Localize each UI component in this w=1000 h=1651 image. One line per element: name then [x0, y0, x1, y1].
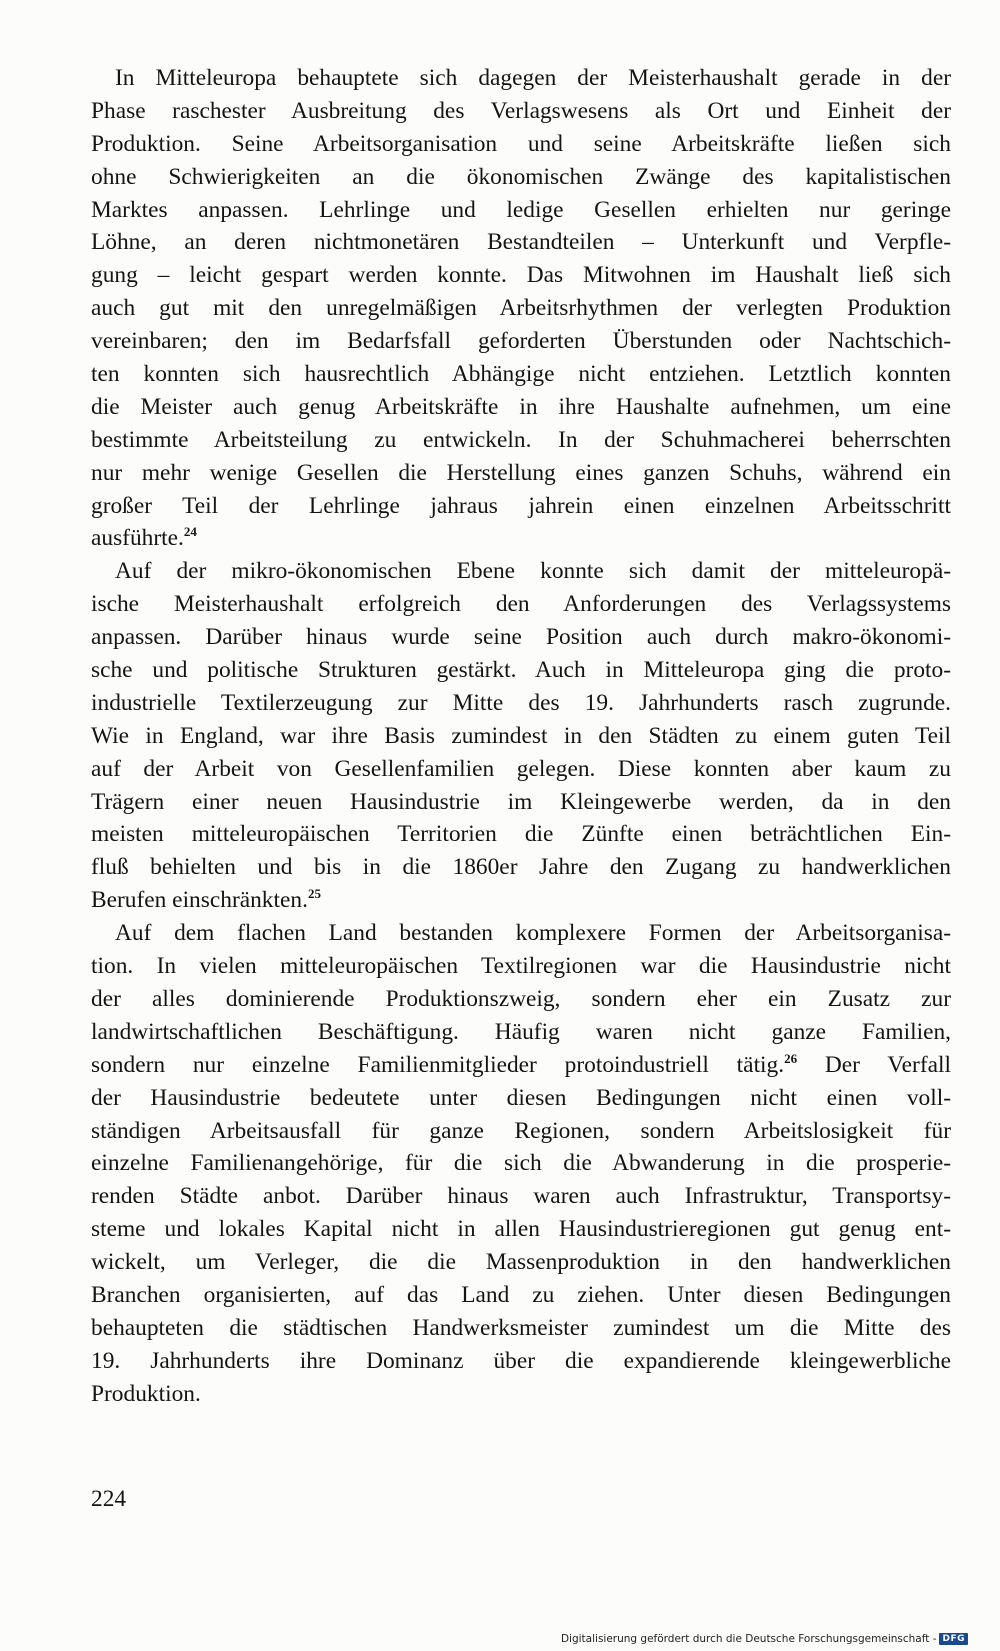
text-fragment: sondern nur einzelne Familienmitglieder protoindustriell tätig.	[91, 1051, 785, 1078]
text-line: Phase raschester Ausbreitung des Verlagswesens als Ort und Einheit der	[91, 97, 951, 124]
text-line: vereinbaren; den im Bedarfsfall geforderten Überstunden oder Nachtschich-	[91, 328, 951, 355]
text-line: gung – leicht gespart werden konnte. Das Mitwohnen im Haushalt ließ sich	[91, 262, 951, 289]
text-line: Marktes anpassen. Lehrlinge und ledige Gesellen erhielten nur geringe	[91, 196, 951, 223]
text-line: tion. In vielen mitteleuropäischen Textilregionen war die Hausindustrie nicht	[91, 953, 951, 980]
page-number: 224	[91, 1486, 127, 1512]
text-line: Produktion. Seine Arbeitsorganisation und seine Arbeitskräfte ließen sich	[91, 130, 951, 157]
text-line: bestimmte Arbeitsteilung zu entwickeln. In der Schuhmacherei beherrschten	[91, 426, 951, 453]
paragraph	[91, 62, 951, 555]
text-line	[91, 884, 951, 917]
digitization-credit	[561, 1631, 968, 1647]
text-line: Auf der mikro-ökonomischen Ebene konnte sich damit der mitteleuropä-	[115, 558, 951, 585]
text-line: der Hausindustrie bedeutete unter diesen Bedingungen nicht einen voll-	[91, 1084, 951, 1111]
footnote-marker: 26	[784, 1050, 798, 1066]
text-line	[91, 1049, 951, 1082]
text-fragment: ausführte.	[91, 525, 184, 552]
paragraph	[91, 917, 951, 1410]
text-line: Produktion.	[91, 1380, 201, 1407]
text-line: steme und lokales Kapital nicht in allen Hausindustrieregionen gut genug ent-	[91, 1216, 951, 1243]
text-line: die Meister auch genug Arbeitskräfte in ihre Haushalte aufnehmen, um eine	[91, 393, 951, 420]
text-line: Wie in England, war ihre Basis zumindest in den Städten zu einem guten Teil	[91, 722, 951, 749]
text-fragment: Der Verfall	[797, 1051, 951, 1078]
text-line: großer Teil der Lehrlinge jahraus jahrein einen einzelnen Arbeitsschritt	[91, 492, 951, 519]
text-line: 19. Jahrhunderts ihre Dominanz über die expandierende kleingewerbliche	[91, 1347, 951, 1374]
text-line: behaupteten die städtischen Handwerksmeister zumindest um die Mitte des	[91, 1314, 951, 1341]
dfg-logo: DFG	[939, 1633, 968, 1645]
text-line: ständigen Arbeitsausfall für ganze Regionen, sondern Arbeitslosigkeit für	[91, 1117, 951, 1144]
footnote-marker: 24	[183, 524, 197, 540]
text-line: auf der Arbeit von Gesellenfamilien gelegen. Diese konnten aber kaum zu	[91, 755, 951, 782]
text-line: nur mehr wenige Gesellen die Herstellung eines ganzen Schuhs, während ein	[91, 459, 951, 486]
text-line: Auf dem flachen Land bestanden komplexere Formen der Arbeitsorganisa-	[115, 920, 951, 947]
text-fragment: Berufen einschränkten.	[91, 887, 308, 914]
text-line	[91, 522, 951, 555]
text-line: renden Städte anbot. Darüber hinaus waren auch Infrastruktur, Transportsy-	[91, 1183, 951, 1210]
text-line: ohne Schwierigkeiten an die ökonomischen Zwänge des kapitalistischen	[91, 163, 951, 190]
text-line: der alles dominierende Produktionszweig, sondern eher ein Zusatz zur	[91, 985, 951, 1012]
text-line: auch gut mit den unregelmäßigen Arbeitsrhythmen der verlegten Produktion	[91, 295, 951, 322]
text-line: fluß behielten und bis in die 1860er Jahre den Zugang zu handwerklichen	[91, 854, 951, 881]
text-line: sche und politische Strukturen gestärkt. Auch in Mitteleuropa ging die proto-	[91, 657, 951, 684]
text-line: landwirtschaftlichen Beschäftigung. Häufig waren nicht ganze Familien,	[91, 1018, 951, 1045]
text-line: Trägern einer neuen Hausindustrie im Kleingewerbe werden, da in den	[91, 788, 951, 815]
body-text	[91, 62, 951, 1411]
text-line: meisten mitteleuropäischen Territorien die Zünfte einen beträchtlichen Ein-	[91, 821, 951, 848]
text-line: einzelne Familienangehörige, für die sich die Abwanderung in die prosperie-	[91, 1150, 951, 1177]
text-line: wickelt, um Verleger, die die Massenproduktion in den handwerklichen	[91, 1249, 951, 1276]
text-line: anpassen. Darüber hinaus wurde seine Position auch durch makro-ökonomi-	[91, 624, 951, 651]
text-line: industrielle Textilerzeugung zur Mitte des 19. Jahrhunderts rasch zugrunde.	[91, 689, 951, 716]
paragraph	[91, 555, 951, 917]
footnote-marker: 25	[307, 886, 321, 902]
text-line: In Mitteleuropa behauptete sich dagegen der Meisterhaushalt gerade in der	[115, 65, 951, 91]
text-line: Branchen organisierten, auf das Land zu ziehen. Unter diesen Bedingungen	[91, 1281, 951, 1308]
text-line: ische Meisterhaushalt erfolgreich den Anforderungen des Verlagssystems	[91, 591, 951, 618]
credit-text: Digitalisierung gefördert durch die Deutsche Forschungsgemeinschaft -	[560, 1633, 937, 1645]
text-line: ten konnten sich hausrechtlich Abhängige nicht entziehen. Letztlich konnten	[91, 361, 951, 388]
text-line: Löhne, an deren nichtmonetären Bestandteilen – Unterkunft und Verpfle-	[91, 229, 951, 256]
